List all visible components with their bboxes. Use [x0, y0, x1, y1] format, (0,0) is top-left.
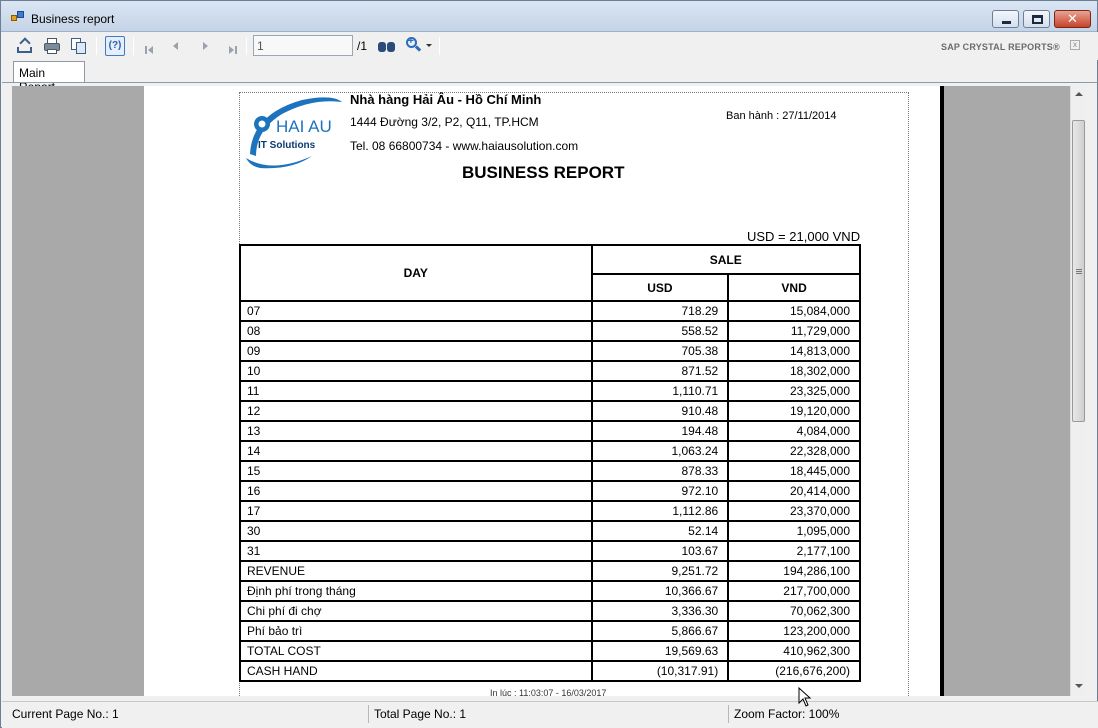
report-viewport[interactable]	[12, 86, 1070, 696]
brand-label: SAP CRYSTAL REPORTS®	[941, 42, 1060, 52]
company-contact: Tel. 08 66800734 - www.haiausolution.com	[350, 139, 579, 153]
total-page-status: Total Page No.: 1	[374, 707, 467, 721]
cell-day: 08	[240, 321, 592, 341]
cell-usd: 1,063.24	[592, 441, 729, 461]
cell-day: 15	[240, 461, 592, 481]
cell-day: TOTAL COST	[240, 641, 592, 661]
cell-vnd: 23,325,000	[728, 381, 860, 401]
maximize-icon	[1032, 15, 1043, 24]
title-bar[interactable]	[1, 1, 1097, 32]
cell-vnd: 15,084,000	[728, 301, 860, 321]
toolbar-separator	[96, 37, 97, 55]
cell-vnd: 410,962,300	[728, 641, 860, 661]
status-divider	[368, 705, 369, 723]
cell-day: 10	[240, 361, 592, 381]
cell-usd: 3,336.30	[592, 601, 729, 621]
tab-divider	[2, 82, 1098, 83]
cell-usd: 1,110.71	[592, 381, 729, 401]
minimize-icon	[1002, 21, 1011, 24]
minimize-button[interactable]	[992, 10, 1019, 28]
cell-vnd: (216,676,200)	[728, 661, 860, 681]
next-page-icon[interactable]	[203, 42, 208, 50]
table-row	[240, 601, 860, 621]
sales-table	[239, 244, 861, 682]
cell-day: CASH HAND	[240, 661, 592, 681]
table-row	[240, 621, 860, 641]
toggle-group-tree-button[interactable]: (?)	[105, 36, 125, 56]
cell-vnd: 2,177,100	[728, 541, 860, 561]
scroll-thumb[interactable]	[1072, 120, 1085, 422]
page-total-label: /1	[357, 39, 368, 53]
cell-vnd: 22,328,000	[728, 441, 860, 461]
cell-day: 14	[240, 441, 592, 461]
table-row	[240, 381, 860, 401]
cell-day: 11	[240, 381, 592, 401]
cell-day: 09	[240, 341, 592, 361]
cell-vnd: 11,729,000	[728, 321, 860, 341]
table-row	[240, 421, 860, 441]
current-page-status: Current Page No.: 1	[12, 707, 119, 721]
table-row	[240, 301, 860, 321]
column-header-usd: USD	[592, 274, 729, 301]
company-address: 1444 Đường 3/2, P2, Q11, TP.HCM	[350, 115, 539, 129]
print-icon[interactable]	[43, 37, 61, 55]
report-page	[144, 86, 940, 696]
cell-day: Chi phí đi chợ	[240, 601, 592, 621]
scroll-down-icon[interactable]	[1075, 684, 1083, 688]
table-row	[240, 481, 860, 501]
cell-vnd: 194,286,100	[728, 561, 860, 581]
table-row	[240, 581, 860, 601]
cell-vnd: 18,302,000	[728, 361, 860, 381]
issued-date: Ban hành : 27/11/2014	[726, 110, 837, 122]
cell-usd: 558.52	[592, 321, 729, 341]
cell-usd: 910.48	[592, 401, 729, 421]
cell-day: 30	[240, 521, 592, 541]
cell-vnd: 23,370,000	[728, 501, 860, 521]
cell-day: 31	[240, 541, 592, 561]
cell-usd: 52.14	[592, 521, 729, 541]
cell-vnd: 123,200,000	[728, 621, 860, 641]
cell-usd: 972.10	[592, 481, 729, 501]
table-row	[240, 541, 860, 561]
cell-usd: 10,366.67	[592, 581, 729, 601]
cell-day: 16	[240, 481, 592, 501]
cell-usd: 705.38	[592, 341, 729, 361]
cell-vnd: 217,700,000	[728, 581, 860, 601]
close-icon: ✕	[1067, 11, 1078, 26]
cell-vnd: 4,084,000	[728, 421, 860, 441]
table-row	[240, 521, 860, 541]
mouse-pointer-icon	[798, 687, 812, 707]
cell-usd: 9,251.72	[592, 561, 729, 581]
cell-usd: 5,866.67	[592, 621, 729, 641]
column-header-sale: SALE	[592, 245, 860, 274]
logo-wordmark: HAI AU	[276, 117, 332, 136]
cell-day: 13	[240, 421, 592, 441]
toolbar-separator	[439, 37, 440, 55]
cell-vnd: 19,120,000	[728, 401, 860, 421]
cell-day: Phí bảo trì	[240, 621, 592, 641]
cell-vnd: 70,062,300	[728, 601, 860, 621]
printed-timestamp: In lúc : 11:03:07 - 16/03/2017	[490, 688, 607, 696]
binoculars-icon[interactable]	[378, 37, 396, 53]
scroll-up-icon[interactable]	[1075, 92, 1083, 96]
cell-usd: (10,317.91)	[592, 661, 729, 681]
cell-vnd: 20,414,000	[728, 481, 860, 501]
cell-vnd: 1,095,000	[728, 521, 860, 541]
zoom-factor-status: Zoom Factor: 100%	[734, 707, 840, 721]
cell-usd: 194.48	[592, 421, 729, 441]
tab-main-report[interactable]: Main	[13, 61, 85, 82]
copy-icon[interactable]	[70, 37, 88, 55]
previous-page-icon[interactable]	[173, 42, 178, 50]
table-row	[240, 341, 860, 361]
window-title: Business report	[31, 12, 115, 26]
viewer-toolbar	[2, 32, 1098, 60]
table-row	[240, 361, 860, 381]
cell-usd: 1,112.86	[592, 501, 729, 521]
column-header-vnd: VND	[728, 274, 860, 301]
cell-usd: 19,569.63	[592, 641, 729, 661]
chevron-down-icon	[426, 44, 432, 47]
status-divider	[728, 705, 729, 723]
close-view-button[interactable]: x	[1070, 40, 1080, 50]
maximize-button[interactable]	[1023, 10, 1050, 28]
table-row	[240, 461, 860, 481]
cell-usd: 718.29	[592, 301, 729, 321]
toolbar-separator	[133, 37, 134, 55]
page-edge	[940, 86, 944, 696]
table-row	[240, 321, 860, 341]
table-row	[240, 561, 860, 581]
vertical-scrollbar[interactable]	[1070, 86, 1086, 696]
cell-usd: 103.67	[592, 541, 729, 561]
table-row	[240, 441, 860, 461]
export-icon[interactable]	[16, 37, 34, 55]
zoom-icon[interactable]: +	[406, 37, 430, 55]
report-title: BUSINESS REPORT	[462, 163, 625, 182]
page-number-input[interactable]	[253, 35, 353, 56]
app-icon	[11, 11, 25, 23]
table-row	[240, 501, 860, 521]
cell-day: REVENUE	[240, 561, 592, 581]
column-header-day: DAY	[240, 245, 592, 301]
cell-vnd: 14,813,000	[728, 341, 860, 361]
table-row	[240, 661, 860, 681]
cell-day: 12	[240, 401, 592, 421]
cell-usd: 878.33	[592, 461, 729, 481]
cell-day: Định phí trong tháng	[240, 581, 592, 601]
toolbar-separator	[246, 37, 247, 55]
table-row	[240, 401, 860, 421]
table-row	[240, 641, 860, 661]
logo-tagline: IT Solutions	[258, 140, 316, 151]
status-bar	[2, 701, 1098, 728]
close-button[interactable]	[1054, 10, 1091, 28]
company-name: Nhà hàng Hải Âu - Hồ Chí Minh	[350, 92, 542, 107]
cell-day: 07	[240, 301, 592, 321]
cell-usd: 871.52	[592, 361, 729, 381]
cell-day: 17	[240, 501, 592, 521]
hai-au-logo	[242, 94, 344, 172]
cell-vnd: 18,445,000	[728, 461, 860, 481]
exchange-rate: USD = 21,000 VND	[747, 229, 861, 244]
